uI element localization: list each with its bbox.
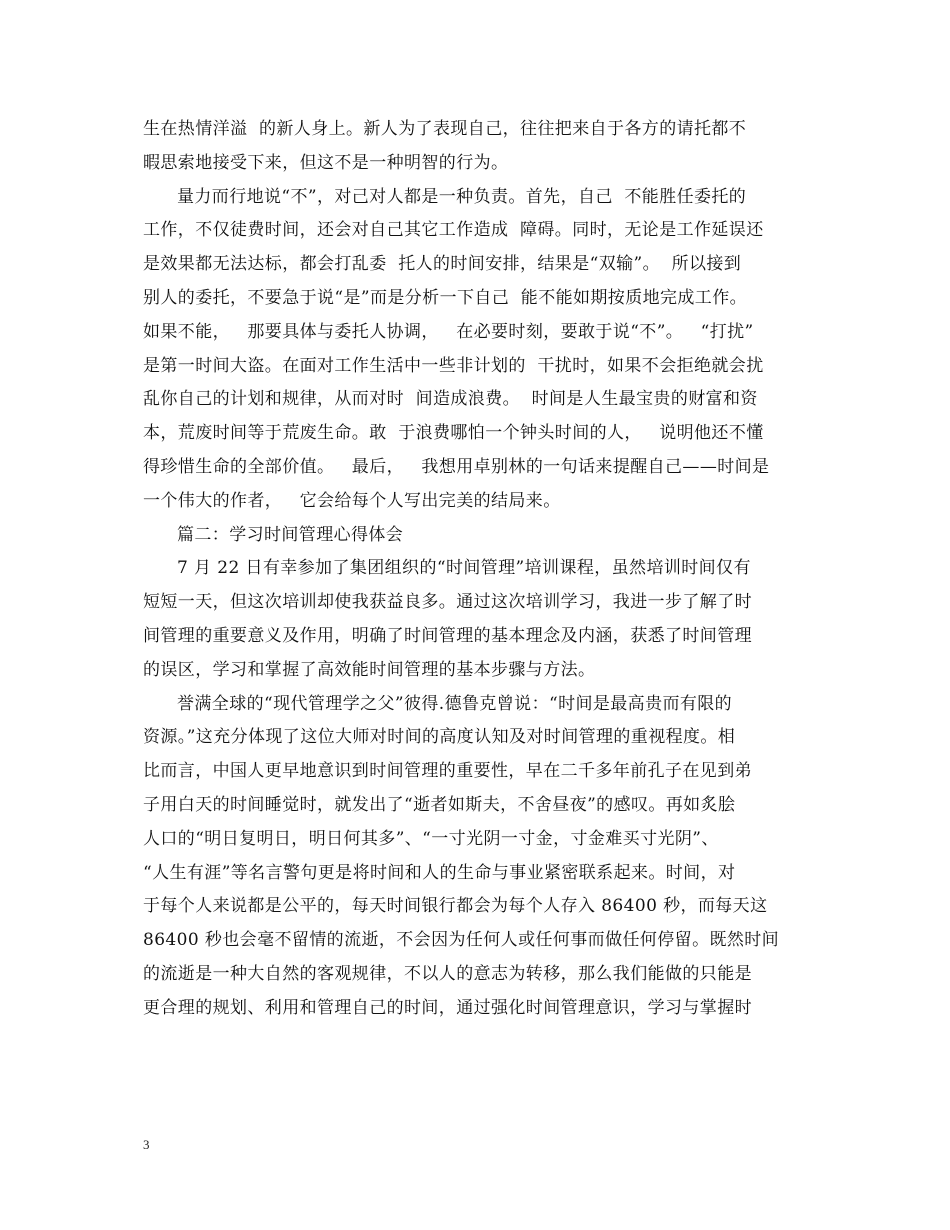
text-line: 是第一时间大盗。在面对工作生活中一些非计划的 干扰时，如果不会拒绝就会扰: [143, 355, 764, 376]
text-line: “人生有涯”等名言警句更是将时间和人的生命与事业紧密联系起来。时间，对: [143, 862, 736, 883]
text-line: 的误区，学习和掌握了高效能时间管理的基本步骤与方法。: [143, 659, 596, 680]
text-line: 别人的委托，不要急于说“是”而是分析一下自己 能不能如期按质地完成工作。: [143, 287, 747, 308]
text-line: 7 月 22 日有幸参加了集团组织的“时间管理”培训课程，虽然培训时间仅有: [177, 558, 751, 579]
text-line: 更合理的规划、利用和管理自己的时间，通过强化时间管理意识，学习与掌握时: [143, 997, 752, 1018]
text-line: 乱你自己的计划和规律，从而对时 间造成浪费。 时间是人生最宝贵的财富和资: [143, 389, 758, 410]
text-line: 子用白天的时间睡觉时，就发出了“逝者如斯夫，不舍昼夜”的感叹。再如炙脍: [143, 794, 736, 815]
text-line: 如果不能， 那要具体与委托人协调， 在必要时刻，要敢于说“不”。 “打扰”: [143, 321, 754, 342]
text-line: 人口的“明日复明日，明日何其多”、“一寸光阴一寸金，寸金难买寸光阴”、: [143, 828, 719, 849]
text-line: 比而言，中国人更早地意识到时间管理的重要性，早在二千多年前孔子在见到弟: [143, 761, 752, 782]
text-line: 资源。”这充分体现了这位大师对时间的高度认知及对时间管理的重视程度。相: [143, 727, 736, 748]
text-line: 短短一天，但这次培训却使我获益良多。通过这次培训学习，我进一步了解了时: [143, 592, 752, 613]
text-line: 篇二：学习时间管理心得体会: [177, 524, 404, 545]
text-line: 工作，不仅徒费时间，还会对自己其它工作造成 障碍。同时，无论是工作延误还: [143, 220, 764, 241]
text-line: 本，荒废时间等于荒废生命。敢 于浪费哪怕一个钟头时间的人， 说明他还不懂: [143, 423, 764, 444]
text-line: 誉满全球的“现代管理学之父”彼得.德鲁克曾说：“时间是最高贵而有限的: [177, 693, 733, 714]
text-line: 一个伟大的作者， 它会给每个人写出完美的结局来。: [143, 490, 561, 511]
text-line: 是效果都无法达标，都会打乱委 托人的时间安排，结果是“双输”。 所以接到: [143, 254, 742, 275]
text-line: 量力而行地说“不”，对己对人都是一种负责。首先，自己 不能胜任委托的: [177, 186, 747, 207]
text-line: 得珍惜生命的全部价值。 最后， 我想用卓别林的一句话来提醒自己——时间是: [143, 456, 770, 477]
text-line: 的流逝是一种大自然的客观规律，不以人的意志为转移，那么我们能做的只能是: [143, 963, 752, 984]
text-line: 间管理的重要意义及作用，明确了时间管理的基本理念及内涵，获悉了时间管理: [143, 625, 752, 646]
text-line: 86400 秒也会毫不留情的流逝，不会因为任何人或任何事而做任何停留。既然时间: [143, 930, 780, 951]
text-line: 于每个人来说都是公平的，每天时间银行都会为每个人存入 86400 秒，而每天这: [143, 896, 768, 917]
text-line: 暇思索地接受下来，但这不是一种明智的行为。: [143, 152, 509, 173]
page-number: 3: [143, 1137, 150, 1152]
text-line: 生在热情洋溢 的新人身上。新人为了表现自己，往往把来自于各方的请托都不: [143, 119, 747, 139]
document-body: [143, 113, 811, 1026]
